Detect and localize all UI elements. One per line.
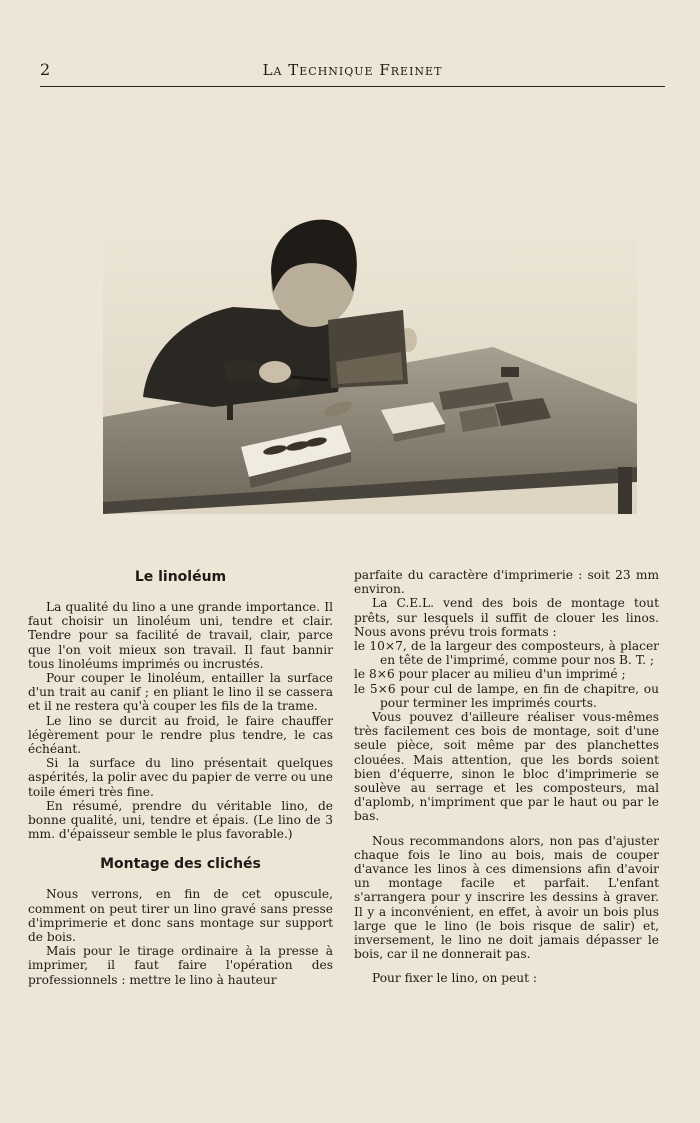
list-item: le 8×6 pour placer au milieu d'un imprimé ; [354,667,626,682]
paragraph: La C.E.L. vend des bois de montage tout prêts, sur lesquels il suffit de clouer les linos. Nous avons prévu trois formats : [354,596,659,639]
section-heading-linoleum: Le linoléum [134,569,227,585]
paragraph: Nous verrons, en fin de cet opuscule, comment on peut tirer un lino gravé sans presse d'imprimerie et donc sans montage sur support de bois. [28,887,333,945]
paragraph: La qualité du lino a une grande importance. Il faut choisir un linoléum uni, tendre et clair. Tendre pour sa facilité de travail, clair, parce que l'on voit mieux son travail. Il faut bannir tous linoléums imprimés ou incrustés. [28,600,333,671]
photograph [103,212,637,514]
page-header [40,58,665,87]
paragraph: Si la surface du lino présentait quelques aspérités, la polir avec du papier de verre ou une toile émeri très fine. [28,756,334,799]
list-item: le 10×7, de la largeur des composteurs, à placer en tête de l'imprimé, comme pour nos B. T. ; [354,639,659,668]
list-item: le 5×6 pour cul de lampe, en fin de chapitre, ou pour terminer les imprimés courts. [354,681,659,710]
paragraph: Le lino se durcit au froid, le faire chauffer légèrement pour le rendre plus tendre, le cas échéant. [28,713,333,757]
left-column [28,568,333,987]
right-column [354,568,659,986]
section-heading-montage: Montage des clichés [100,856,261,873]
running-title: La Technique Freinet [262,61,443,79]
paragraph: En résumé, prendre du véritable lino, de bonne qualité, uni, tendre et épais. (Le lino de 3 mm. d'épaisseur semble le plus favorable.) [28,798,333,842]
paragraph: parfaite du caractère d'imprimerie : soit 23 mm environ. [354,568,659,597]
paragraph: Pour couper le linoléum, entailler la surface d'un trait au canif ; en pliant le lino il se cassera et il ne restera qu'à couper les fils de la trame. [28,671,333,714]
page-number: 2 [40,60,51,79]
paragraph: Pour fixer le lino, on peut : [372,971,538,986]
paragraph: Mais pour le tirage ordinaire à la presse à imprimer, il faut faire l'opération des professionnels : mettre le lino à hauteur [28,944,333,987]
paragraph: Nous recommandons alors, non pas d'ajuster chaque fois le lino au bois, mais de couper d'avance les linos à ces dimensions afin d'avoir un montage facile et parfait. L'enfant s'arrangera pour y inscrire les dessins à graver. Il y a inconvénient, en effet, à avoir un bois plus large que le lino (le bois risque de salir) et, inversement, le lino ne doit jamais dépasser le bois, car il ne donnerait pas. [354,833,659,962]
paragraph: Vous pouvez d'ailleure réaliser vous-mêmes très facilement ces bois de montage, soit d'une seule pièce, soit même par des planchettes clouées. Mais attention, que les bords soient bien d'équerre, sinon le bloc d'imprimerie se soulève au serrage et les composteurs, mal d'aplomb, n'impriment que par le haut ou par le bas. [354,710,659,824]
